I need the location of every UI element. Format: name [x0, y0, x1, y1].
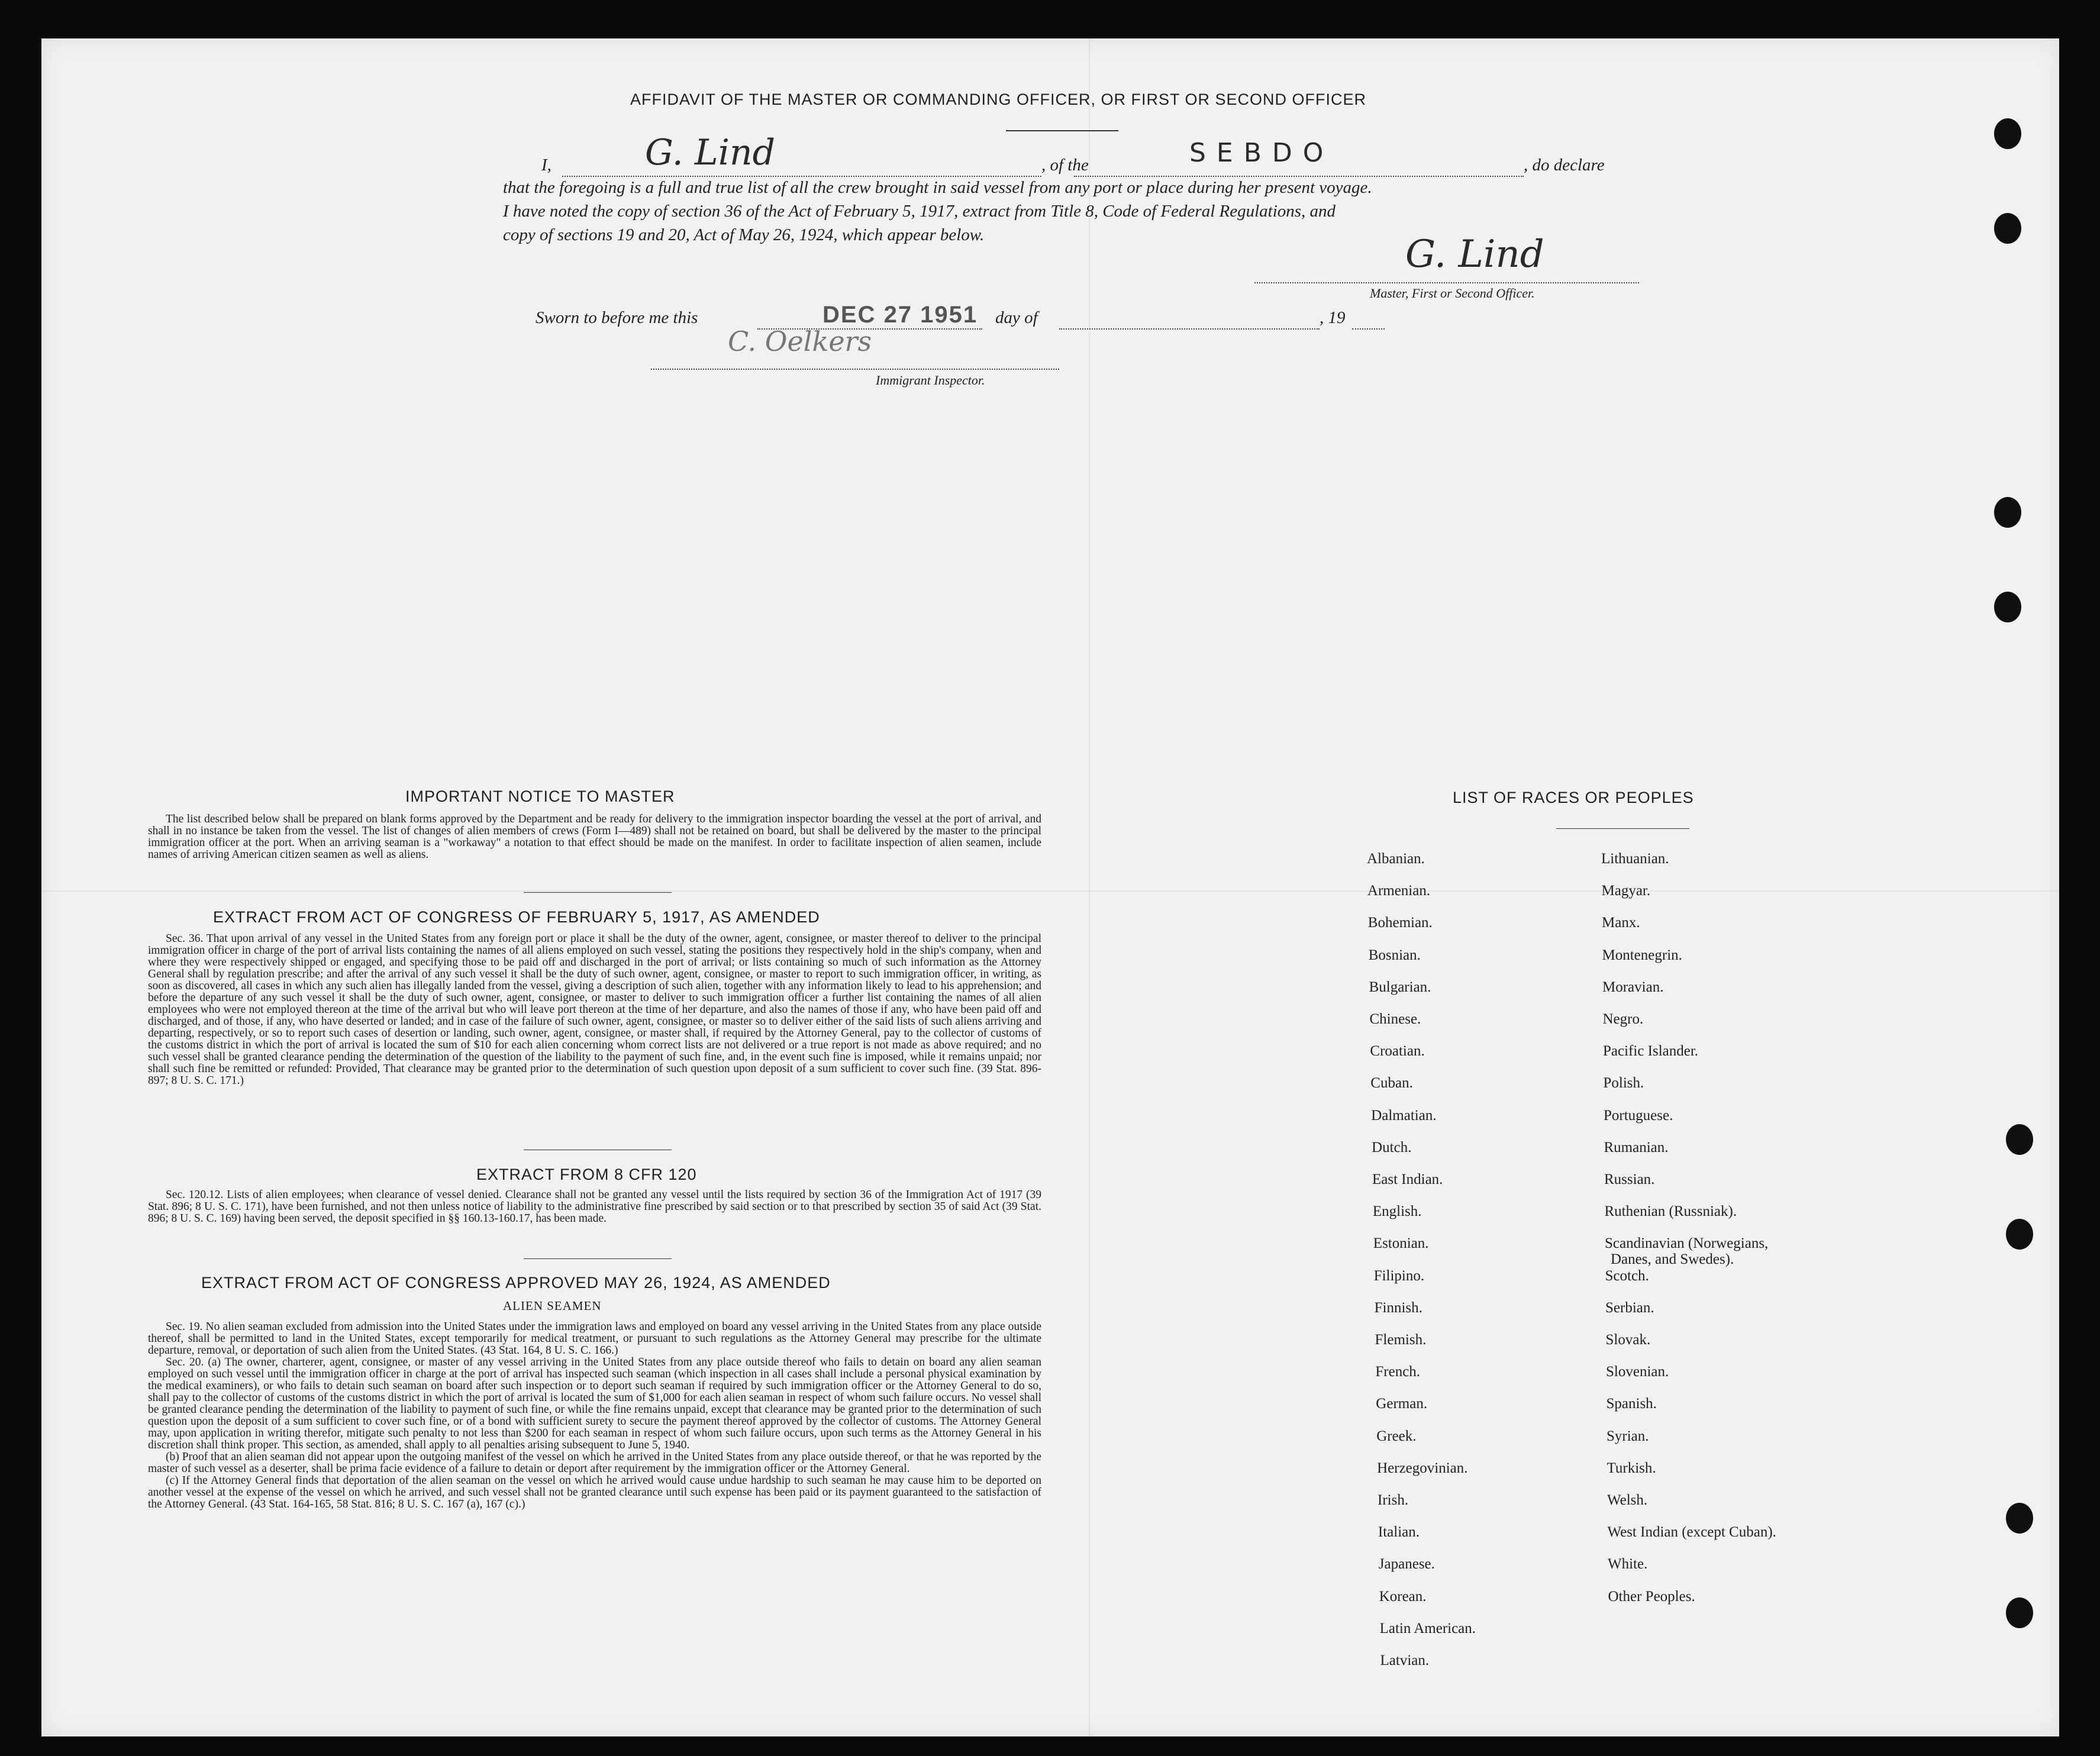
race-item: Filipino. — [1373, 1267, 1425, 1284]
race-item: Latvian. — [1380, 1652, 1430, 1668]
race-item: Slovak. — [1605, 1332, 1651, 1348]
extract-cfr-paragraph: Sec. 120.12. Lists of alien employees; when clearance of vessel denied. Clearance shall not be granted any vessel until the lists required by section 36 of the Immigration Act of 1917 (39 Stat. 896; 8 U. S. C. 171), have been furnished, and not then unless notice of liability to the administrative fine prescribed by said section or to that prescribed by section 35 of said Act (39 Stat. 896; 8 U. S. C. 169) having been served, the deposit specified in §§ 160.13-160.17, has been made. — [148, 1189, 1041, 1225]
race-item: Portuguese. — [1604, 1107, 1673, 1124]
extract-1917-paragraph: Sec. 36. That upon arrival of any vessel in the United States from any foreign port or place it shall be the duty of the owner, agent, consignee, or master thereof to deliver to the principal immigration officer in charge of the port of arrival lists containing the names of all aliens employed on such vessel, stating the positions they respectively hold in the ship's company, when and where they were respectively shipped or engaged, and specifying those to be paid off and discharged in the port of arrival; or lists containing so much of such information as the Attorney General shall by regulation prescribe; and after the arrival of any such vessel it shall be the duty of such owner, agent, consignee, or master to report to such immigration officer, in writing, as soon as discovered, all cases in which any such alien has illegally landed from the vessel, giving a description of such alien, together with any information likely to lead to his apprehension; and before the departure of any such vessel it shall be the duty of such owner, agent, consignee, or master to deliver to such immigration officer a further list containing the names of all alien employees who were not employed thereon at the time of the arrival but who will leave port thereon at the time of her departure, and also the names of those if any, who have been paid off and discharged, and of those, if any, who have deserted or landed; and in case of the failure of such owner, agent, consignee, or master so to deliver either of the said lists of such aliens arriving and departing, respectively, or so to report such cases of desertion or landing, such owner, agent, consignee, or master shall, if required by the Attorney General, pay to the collector of customs of the customs district in which the port of arrival is located the sum of $10 for each alien concerning whom correct lists are not delivered or a true report is not made as above required; and no such vessel shall be granted clearance pending the determination of the question of the liability to the payment of such fine, and, in the event such fine is imposed, while it remains unpaid; nor shall such fine be remitted or refunded: Provided, That clearance may be granted prior to the determination of such question upon deposit of a sum sufficient to cover such fine. (39 Stat. 896-897; 8 U. S. C. 171.) — [148, 932, 1041, 1087]
date-stamp: DEC 27 1951 — [822, 302, 978, 328]
vessel-name-line — [1074, 176, 1524, 177]
race-item: Estonian. — [1373, 1235, 1429, 1252]
race-item: Cuban. — [1370, 1075, 1413, 1092]
race-item: Scandinavian (Norwegians, — [1605, 1235, 1769, 1252]
race-item: Japanese. — [1378, 1556, 1435, 1573]
sworn-year: , 19 — [1320, 308, 1346, 327]
extract-1924-sec20a: Sec. 20. (a) The owner, charterer, agent, consignee, or master of any vessel arriving in the United States from any place outside thereof who fails to detain on board any alien seaman employed on such vessel until the immigration officer in charge at the port of arrival has inspected such seaman (which inspection in all cases shall include a personal physical examination by the medical examiners), or who fails to detain such seaman on board after such inspection or to deport such seaman if required by such immigration officer or the Attorney General to do so, shall pay to the collector of customs of the customs district in which the port of arrival is located the sum of $1,000 for each alien seaman in respect of whom such failure occurs. No vessel shall be granted clearance pending the determination of the liability to payment of such fine, or while the fine remains unpaid, except that clearance may be granted prior to the determination of such question upon the deposit of a sum sufficient to cover such fine, or of a bond with sufficient surety to secure the payment thereof approved by the collector of customs. The Attorney General may, upon application in writing therefor, mitigate such penalty to not less than $200 for each seaman in respect of whom such failure occurs, upon such terms as the Attorney General in his discretion shall think proper. This section, as amended, shall apply to all penalties arising subsequent to June 5, 1940. — [148, 1356, 1041, 1451]
extract-cfr-text — [148, 1189, 1041, 1225]
race-item: Other Peoples. — [1608, 1588, 1695, 1605]
race-item: Russian. — [1604, 1171, 1655, 1187]
extract-cfr-divider — [524, 1258, 672, 1259]
extract-1924-text — [148, 1321, 1041, 1510]
master-name-line — [562, 176, 1041, 177]
sworn-month-line — [1059, 328, 1320, 330]
document-page — [41, 38, 2059, 1736]
race-item: Dutch. — [1372, 1139, 1412, 1155]
races-title: LIST OF RACES OR PEOPLES — [1453, 789, 1694, 806]
affidavit-line-2: that the foregoing is a full and true list of all the crew brought in said vessel from any port or place during her present voyage. — [503, 178, 1372, 197]
punch-hole — [1994, 118, 2021, 149]
race-item: Lithuanian. — [1601, 851, 1669, 867]
race-item: Korean. — [1379, 1588, 1427, 1605]
race-item: German. — [1376, 1396, 1428, 1412]
extract-cfr-title: EXTRACT FROM 8 CFR 120 — [476, 1166, 697, 1183]
race-item: Magyar. — [1601, 883, 1651, 899]
race-item: Chinese. — [1369, 1011, 1421, 1027]
race-item: French. — [1375, 1364, 1421, 1380]
extract-1924-sec19: Sec. 19. No alien seaman excluded from admission into the United States under the immigration laws and employed on board any vessel arriving in the United States from any place outside thereof, shall be permitted to land in the United States, except temporarily for medical treatment, or pursuant to such regulations as the Attorney General may prescribe for the ultimate departure, removal, or deportation of such alien from the United States. (43 Stat. 164, 8 U. S. C. 166.) — [148, 1321, 1041, 1357]
race-item: Danes, and Swedes). — [1611, 1251, 1734, 1268]
affidavit-of-the: , of the — [1041, 156, 1089, 175]
inspector-caption: Immigrant Inspector. — [876, 373, 985, 388]
notice-paragraph: The list described below shall be prepared on blank forms approved by the Department and be ready for delivery to the immigration inspector boarding the vessel at the port of arrival, and shall in no instance be taken from the vessel. The list of changes of alien members of crews (Form I—489) shall not be retained on board, but shall be delivered by the master to the principal immigration officer at the port. When an arriving seaman is a "workaway" a notation to that effect should be made on the manifest. In order to facilitate inspection of alien seamen, include names of arriving American citizen seamen as well as aliens. — [148, 813, 1041, 861]
punch-hole — [2006, 1124, 2033, 1155]
race-item: Scotch. — [1605, 1267, 1649, 1284]
race-item: West Indian (except Cuban). — [1607, 1524, 1776, 1541]
master-name-handwritten: G. Lind — [645, 132, 776, 173]
race-item: White. — [1608, 1556, 1648, 1573]
affidavit-i-label: I, — [541, 156, 551, 175]
affidavit-do-declare: , do declare — [1524, 156, 1605, 175]
race-item: Montenegrin. — [1602, 947, 1682, 963]
race-item: Irish. — [1378, 1492, 1409, 1508]
fold-line-horizontal — [41, 890, 2059, 892]
race-item: Serbian. — [1605, 1299, 1654, 1316]
race-item: Negro. — [1602, 1011, 1644, 1027]
race-item: Rumanian. — [1604, 1139, 1669, 1155]
race-item: Moravian. — [1602, 979, 1664, 995]
race-item: Flemish. — [1375, 1332, 1427, 1348]
race-item: Finnish. — [1374, 1299, 1422, 1316]
race-item: English. — [1372, 1203, 1422, 1220]
punch-hole — [2006, 1219, 2033, 1250]
race-item: Manx. — [1602, 915, 1640, 931]
affidavit-line-3: I have noted the copy of section 36 of the Act of February 5, 1917, extract from Title 8, Code of Federal Regulations, and — [503, 202, 1336, 221]
extract-1924-title: EXTRACT FROM ACT OF CONGRESS APPROVED MAY 26, 1924, AS AMENDED — [201, 1274, 831, 1292]
sworn-day-of: day of — [995, 308, 1038, 327]
race-item: Albanian. — [1367, 851, 1425, 867]
race-item: Turkish. — [1607, 1460, 1656, 1476]
extract-1924-subtitle: ALIEN SEAMEN — [503, 1299, 602, 1313]
notice-divider — [524, 892, 672, 893]
notice-text — [148, 814, 1041, 861]
inspector-line — [651, 369, 1059, 370]
punch-hole — [1994, 497, 2021, 528]
races-title-underline — [1556, 828, 1689, 829]
sworn-year-line — [1352, 328, 1385, 330]
notice-title: IMPORTANT NOTICE TO MASTER — [405, 787, 675, 805]
inspector-signature: C. Oelkers — [728, 325, 872, 357]
race-item: Spanish. — [1606, 1396, 1657, 1412]
sworn-label: Sworn to before me this — [536, 308, 698, 327]
race-item: Croatian. — [1370, 1043, 1425, 1060]
punch-hole — [2006, 1597, 2033, 1628]
master-signature: G. Lind — [1405, 233, 1544, 276]
signature-line — [1254, 282, 1639, 283]
race-item: Pacific Islander. — [1603, 1043, 1699, 1060]
punch-hole — [1994, 592, 2021, 622]
punch-hole — [1994, 213, 2021, 244]
extract-1924-sec20c: (c) If the Attorney General finds that deportation of the alien seaman on the vessel on which he arrived would cause undue hardship to such seaman he may cause him to be deported on another vessel at the expense of the vessel on which he arrived, and such vessel shall not be granted clearance until such expense has been paid or its payment guaranteed to the satisfaction of the Attorney General. (43 Stat. 164-165, 58 Stat. 816; 8 U. S. C. 167 (a), 167 (c).) — [148, 1474, 1041, 1510]
race-item: East Indian. — [1372, 1171, 1443, 1187]
race-item: Herzegovinian. — [1377, 1460, 1468, 1476]
signature-caption: Master, First or Second Officer. — [1370, 286, 1535, 301]
race-item: Welsh. — [1607, 1492, 1648, 1508]
race-item: Bosnian. — [1368, 947, 1421, 963]
race-item: Dalmatian. — [1371, 1107, 1437, 1124]
vessel-name: SEBDO — [1189, 138, 1334, 168]
race-item: Greek. — [1376, 1428, 1417, 1444]
race-item: Ruthenian (Russniak). — [1604, 1203, 1737, 1220]
extract-1924-sec20b: (b) Proof that an alien seaman did not appear upon the outgoing manifest of the vessel on which he arrived in the United States from any place outside thereof, or that he was reported by the master of such vessel as a deserter, shall be prima facie evidence of a failure to detain or deport after requirement by the immigration officer or the Attorney General. — [148, 1451, 1041, 1475]
title-underline — [1006, 130, 1118, 131]
race-item: Syrian. — [1607, 1428, 1649, 1444]
race-item: Bohemian. — [1367, 915, 1433, 931]
race-item: Italian. — [1378, 1524, 1420, 1541]
race-item: Armenian. — [1367, 883, 1431, 899]
affidavit-line-4: copy of sections 19 and 20, Act of May 26, 1924, which appear below. — [503, 225, 985, 244]
fold-line-vertical — [1089, 38, 1090, 1736]
affidavit-title: AFFIDAVIT OF THE MASTER OR COMMANDING OFFICER, OR FIRST OR SECOND OFFICER — [630, 91, 1367, 108]
punch-hole — [2006, 1503, 2033, 1534]
race-item: Slovenian. — [1606, 1364, 1669, 1380]
race-item: Polish. — [1603, 1075, 1644, 1092]
race-item: Bulgarian. — [1369, 979, 1431, 995]
extract-1917-text — [148, 933, 1041, 1087]
extract-1917-title: EXTRACT FROM ACT OF CONGRESS OF FEBRUARY 5, 1917, AS AMENDED — [213, 908, 820, 926]
race-item: Latin American. — [1379, 1620, 1476, 1636]
